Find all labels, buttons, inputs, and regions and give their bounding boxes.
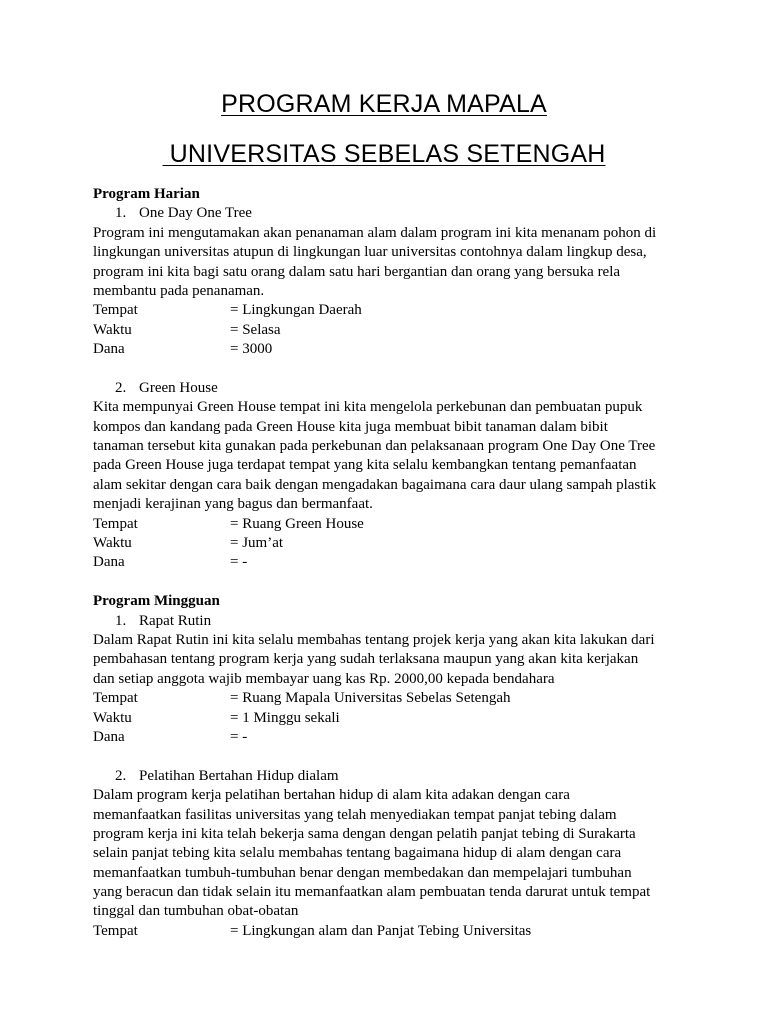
paragraph-line: tanaman tersebut kita gunakan pada perkebunan dan pelaksanaan program One Day One Tree	[93, 438, 656, 455]
detail-value: = -	[230, 554, 248, 571]
paragraph-line: dan setiap anggota wajib membayar uang kas Rp. 2000,00 kepada bendahara	[93, 670, 555, 687]
detail-label: Waktu	[93, 535, 132, 552]
list-item-title	[93, 379, 683, 398]
paragraph-line: Kita mempunyai Green House tempat ini kita mengelola perkebunan dan pembuatan pupuk	[93, 399, 643, 416]
detail-value: = Lingkungan Daerah	[230, 302, 362, 319]
detail-label: Tempat	[93, 922, 138, 939]
list-item-number: 1.	[115, 205, 127, 222]
list-item-name: Rapat Rutin	[139, 612, 212, 629]
paragraph-line: membantu pada penanaman.	[93, 282, 265, 299]
detail-row-dana	[93, 553, 683, 572]
detail-label: Tempat	[93, 515, 138, 532]
list-item-title	[93, 767, 683, 786]
detail-row-tempat	[93, 301, 683, 320]
paragraph-line: program kerja ini kita telah bekerja sama dengan dengan pelatih panjat tebing di Surakarta	[93, 825, 636, 842]
paragraph-line: memanfaatkan tumbuh-tumbuhan benar dengan membedakan dan mempelajari tumbuhan	[93, 864, 632, 881]
document-body	[93, 185, 683, 941]
paragraph-line: pembahasan tentang program kerja yang sudah terlaksana maupun yang akan kita kerjakan	[93, 651, 639, 668]
detail-row-tempat	[93, 515, 683, 534]
detail-row-waktu	[93, 709, 683, 728]
paragraph-line: selain panjat tebing kita selalu membahas tentang bagaimana hidup di alam dengan cara	[93, 845, 622, 862]
paragraph-line: alam sekitar dengan cara baik dengan mengadakan bagaimana cara daur ulang sampah plastik	[93, 476, 657, 493]
list-item-name: One Day One Tree	[139, 205, 252, 222]
document-subtitle: UNIVERSITAS SEBELAS SETENGAH	[162, 140, 606, 168]
list-item-name: Pelatihan Bertahan Hidup dialam	[139, 767, 339, 784]
detail-row-waktu	[93, 321, 683, 340]
document-title: PROGRAM KERJA MAPALA	[221, 90, 547, 118]
paragraph-line: yang beracun dan tidak selain itu memanfaatkan alam pembuatan tenda darurat untuk tempat	[93, 884, 651, 901]
detail-value: = Jum’at	[230, 535, 284, 552]
paragraph-line: Dalam Rapat Rutin ini kita selalu membahas tentang projek kerja yang akan kita lakukan dari	[93, 631, 655, 648]
detail-row-tempat	[93, 922, 683, 941]
paragraph-line: tinggal dan tumbuhan obat-obatan	[93, 903, 299, 920]
paragraph-line: Program ini mengutamakan akan penanaman alam dalam program ini kita menanam pohon di	[93, 224, 657, 241]
spacer	[93, 573, 683, 592]
paragraph-line: program ini kita bagi satu orang dalam satu hari bergantian dan orang yang bersuka rela	[93, 263, 621, 280]
paragraph-line: Dalam program kerja pelatihan bertahan hidup di alam kita adakan dengan cara	[93, 787, 570, 804]
paragraph-line: lingkungan universitas atupun di lingkungan luar universitas contohnya dalam lingkup desa,	[93, 244, 647, 261]
detail-row-tempat	[93, 689, 683, 708]
list-item-number: 2.	[115, 379, 127, 396]
detail-label: Dana	[93, 554, 125, 571]
detail-label: Tempat	[93, 690, 138, 707]
section-heading-mingguan: Program Mingguan	[93, 593, 220, 610]
spacer	[93, 747, 683, 766]
detail-row-dana	[93, 340, 683, 359]
detail-row-waktu	[93, 534, 683, 553]
detail-value: = Ruang Mapala Universitas Sebelas Setengah	[230, 690, 511, 707]
detail-value: = Selasa	[230, 321, 281, 338]
detail-value: = 3000	[230, 341, 273, 358]
detail-label: Dana	[93, 728, 125, 745]
detail-value: = Lingkungan alam dan Panjat Tebing Universitas	[230, 922, 532, 939]
paragraph-line: pada Green House juga terdapat tempat yang kita selalu kembangkan tentang pemanfaatan	[93, 457, 637, 474]
list-item-name: Green House	[139, 379, 218, 396]
detail-label: Tempat	[93, 302, 138, 319]
list-item-number: 1.	[115, 612, 127, 629]
spacer	[93, 360, 683, 379]
detail-label: Dana	[93, 341, 125, 358]
detail-label: Waktu	[93, 709, 132, 726]
detail-value: = Ruang Green House	[230, 515, 364, 532]
section-heading-harian: Program Harian	[93, 186, 200, 202]
paragraph-line: kompos dan kandang pada Green House kita juga membuat bibit tanaman dalam bibit	[93, 418, 608, 435]
list-item-title	[93, 612, 683, 631]
list-item-title	[93, 204, 683, 223]
detail-value: = 1 Minggu sekali	[230, 709, 340, 726]
detail-value: = -	[230, 728, 248, 745]
list-item-number: 2.	[115, 767, 127, 784]
paragraph-line: menjadi kerajinan yang bagus dan bermanfaat.	[93, 496, 373, 513]
paragraph-line: memanfaatkan fasilitas universitas yang telah menyediakan tempat panjat tebing dalam	[93, 806, 617, 823]
detail-row-dana	[93, 728, 683, 747]
detail-label: Waktu	[93, 321, 132, 338]
